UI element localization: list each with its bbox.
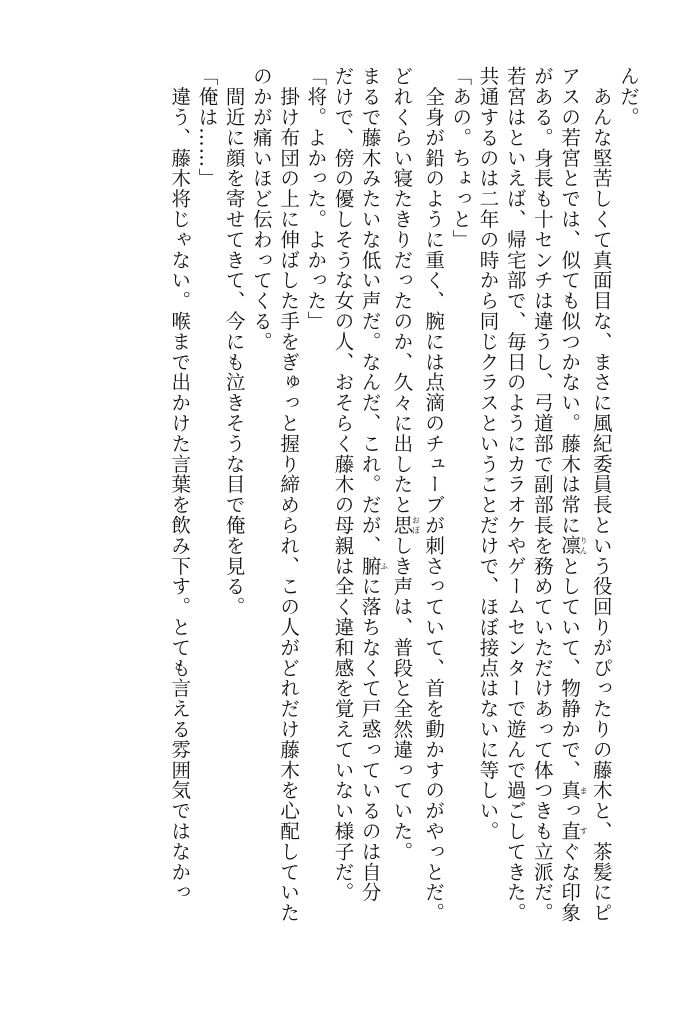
ruby-reading: ま <box>579 780 589 801</box>
text-segment: に落ちなくて戸惑っているのは自分 <box>358 576 382 903</box>
ruby-annotation <box>390 514 421 536</box>
text-segment: 掛け布団の上に伸ばした手をぎゅっと握り締められ、この人がどれだけ藤木を心配していた <box>277 66 301 923</box>
ruby-base: 真 <box>558 780 582 801</box>
text-line <box>556 66 588 946</box>
ruby-reading: す <box>579 820 589 842</box>
text-line <box>420 66 447 946</box>
text-line <box>275 66 302 946</box>
text-line <box>166 66 193 946</box>
ruby-reading: りん <box>579 535 589 556</box>
text-segment: 違う、藤木将じゃない。喉まで出かけた言葉を飲み下す。とても言える雰囲気ではなかっ <box>168 66 192 903</box>
text-line <box>356 66 388 946</box>
text-line <box>474 66 501 946</box>
text-segment: 「あの。ちょっと」 <box>449 66 473 250</box>
ruby-annotation <box>558 820 589 842</box>
text-segment: あんな堅苦しくて真面目な、まさに風紀委員長という役回りがぴったりの藤木と、茶髪にピ <box>589 66 613 923</box>
text-line <box>501 66 528 946</box>
vertical-text-block <box>166 66 642 946</box>
text-segment: がある。身長も十センチは違うし、弓道部で副部長を務めていただけあって体つきも立派だ。 <box>530 66 554 923</box>
text-line <box>193 66 220 946</box>
text-line <box>615 66 642 946</box>
text-line <box>588 66 615 946</box>
text-segment: のかが痛いほど伝わってくる。 <box>249 66 273 352</box>
text-segment: 共通するのは二年の時から同じクラスということだけで、ほぼ接点はないに等しい。 <box>476 66 500 842</box>
text-line <box>329 66 356 946</box>
text-line <box>302 66 329 946</box>
text-segment: んだ。 <box>617 66 640 128</box>
text-segment: アスの若宮とでは、似ても似つかない。藤木は常に <box>558 66 582 536</box>
ruby-base: 凛 <box>558 535 582 556</box>
ruby-base: 思 <box>390 514 414 536</box>
text-line <box>447 66 474 946</box>
text-line <box>248 66 275 946</box>
text-segment: だけで、傍の優しそうな女の人、おそらく藤木の母親は全く違和感を覚えていない様子だ。 <box>331 66 355 903</box>
text-line <box>220 66 247 946</box>
text-segment: 「俺は……」 <box>195 66 219 189</box>
text-segment: まるで藤木みたいな低い声だ。なんだ、これ。だが、 <box>358 66 382 556</box>
text-segment: としていて、物静かで、 <box>558 555 582 781</box>
ruby-reading: ふ <box>379 555 389 577</box>
text-segment: っ <box>558 800 582 821</box>
text-segment: どれくらい寝たきりだったのか、久々に出したと <box>390 66 414 515</box>
text-segment: 「将。よかった。よかった」 <box>304 66 328 332</box>
ruby-annotation <box>558 535 589 556</box>
ruby-annotation <box>358 555 389 577</box>
ruby-annotation <box>558 780 589 801</box>
text-segment: しき声は、普段と全然違っていた。 <box>390 535 414 862</box>
text-segment: 若宮はといえば、帰宅部で、毎日のようにカラオケやゲームセンターで遊んで過ごしてきた。 <box>503 66 527 923</box>
ruby-reading: おぼ <box>411 514 421 536</box>
ruby-base: 直 <box>558 820 582 842</box>
text-line <box>529 66 556 946</box>
text-line <box>388 66 420 946</box>
text-segment: ぐな印象 <box>558 841 582 923</box>
text-segment: 全身が鉛のように重く、腕には点滴のチューブが刺さっていて、首を動かすのがやっとだ。 <box>422 66 446 923</box>
ruby-base: 腑 <box>358 555 382 577</box>
text-segment: 間近に顔を寄せてきて、今にも泣きそうな目で俺を見る。 <box>222 66 246 617</box>
